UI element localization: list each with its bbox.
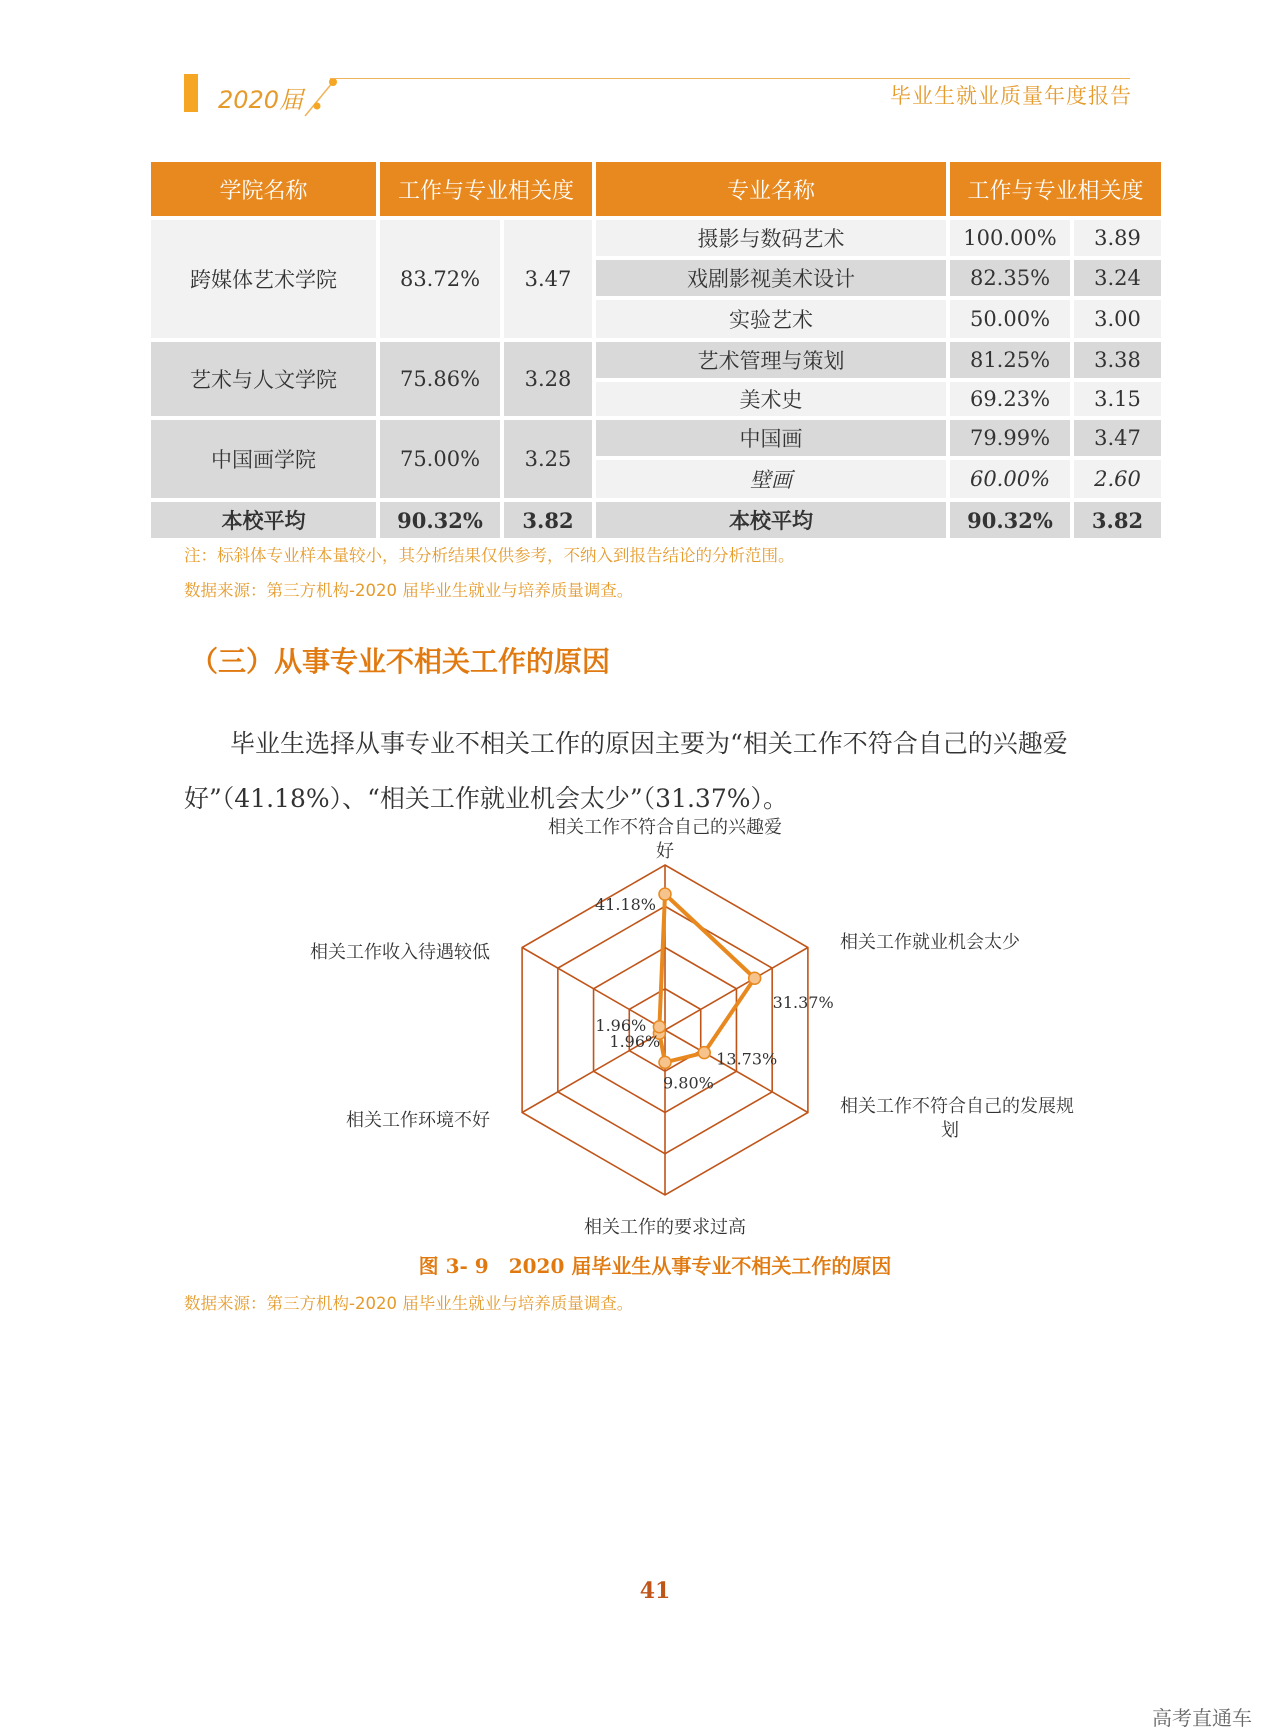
radar-point xyxy=(698,1047,710,1059)
body-paragraph: 毕业生选择从事专业不相关工作的原因主要为“相关工作不符合自己的兴趣爱好”（41.18%）、“相关工作就业机会太少”（31.37%）。 xyxy=(184,729,1068,813)
page-number: 41 xyxy=(639,1578,671,1604)
table-cell-score: 3.28 xyxy=(504,342,592,416)
data-source: 数据来源：第三方机构-2020 届毕业生就业与培养质量调查。 xyxy=(184,1294,634,1313)
section-title: （三）从事专业不相关工作的原因 xyxy=(190,645,611,678)
table-header-college: 学院名称 xyxy=(151,162,376,216)
table-header-relevance-college: 工作与专业相关度 xyxy=(380,162,592,216)
table-row: 壁画 xyxy=(596,460,946,498)
table-row: 戏剧影视美术设计 xyxy=(596,260,946,296)
radar-point xyxy=(749,972,761,984)
table-cell-pct: 60.00% xyxy=(950,460,1070,498)
header-year: 2020届 xyxy=(218,86,304,114)
table-header-relevance-major: 工作与专业相关度 xyxy=(950,162,1161,216)
figure-caption: 图 3- 9 2020 届毕业生从事专业不相关工作的原因 xyxy=(418,1254,892,1278)
radar-category-label: 相关工作不符合自己的兴趣爱 xyxy=(548,817,782,838)
radar-value-label: 1.96% xyxy=(609,1031,661,1051)
table-cell-score: 3.25 xyxy=(504,420,592,498)
table-avg-label: 本校平均 xyxy=(151,502,376,538)
table-cell-score: 3.47 xyxy=(504,220,592,338)
table-cell-pct: 75.00% xyxy=(380,420,500,498)
radar-value-label: 31.37% xyxy=(772,993,834,1013)
radar-value-label: 9.80% xyxy=(663,1073,714,1093)
table-cell-pct: 82.35% xyxy=(950,260,1070,296)
radar-series-line xyxy=(659,894,754,1062)
table-row: 中国画学院 xyxy=(151,420,376,498)
header-accent-bar xyxy=(184,74,198,112)
radar-point xyxy=(659,1056,671,1068)
table-avg-score: 3.82 xyxy=(1074,502,1161,538)
table-cell-score: 3.15 xyxy=(1074,382,1161,416)
table-cell-score: 3.24 xyxy=(1074,260,1161,296)
table-row: 跨媒体艺术学院 xyxy=(151,220,376,338)
table-avg-label: 本校平均 xyxy=(596,502,946,538)
radar-value-label: 13.73% xyxy=(716,1049,778,1069)
table-row: 实验艺术 xyxy=(596,300,946,338)
data-source: 数据来源：第三方机构-2020 届毕业生就业与培养质量调查。 xyxy=(184,581,634,600)
table-row: 美术史 xyxy=(596,382,946,416)
table-cell-pct: 81.25% xyxy=(950,342,1070,378)
radar-category-label: 相关工作就业机会太少 xyxy=(840,932,1020,953)
radar-value-label: 41.18% xyxy=(595,895,657,915)
table-avg-pct: 90.32% xyxy=(380,502,500,538)
radar-category-label: 相关工作环境不好 xyxy=(346,1110,490,1131)
table-row: 艺术与人文学院 xyxy=(151,342,376,416)
table-row: 中国画 xyxy=(596,420,946,456)
table-note: 注：标斜体专业样本量较小，其分析结果仅供参考，不纳入到报告结论的分析范围。 xyxy=(184,546,795,565)
table-cell-pct: 69.23% xyxy=(950,382,1070,416)
header-rule xyxy=(330,78,1130,79)
watermark: 高考直通车 xyxy=(1152,1706,1252,1730)
table-avg-pct: 90.32% xyxy=(950,502,1070,538)
header-title: 毕业生就业质量年度报告 xyxy=(890,84,1132,108)
table-cell-score: 2.60 xyxy=(1074,460,1161,498)
table-cell-score: 3.38 xyxy=(1074,342,1161,378)
radar-category-label: 划 xyxy=(941,1120,959,1141)
radar-point xyxy=(659,888,671,900)
header-decoration-icon xyxy=(295,72,365,120)
relevance-table xyxy=(151,162,1161,538)
table-header-major: 专业名称 xyxy=(596,162,946,216)
table-avg-score: 3.82 xyxy=(504,502,592,538)
radar-category-label: 相关工作的要求过高 xyxy=(584,1217,746,1235)
table-cell-score: 3.89 xyxy=(1074,220,1161,256)
radar-chart xyxy=(300,815,1080,1235)
table-cell-score: 3.47 xyxy=(1074,420,1161,456)
table-cell-pct: 79.99% xyxy=(950,420,1070,456)
table-cell-score: 3.00 xyxy=(1074,300,1161,338)
table-cell-pct: 83.72% xyxy=(380,220,500,338)
radar-category-label: 相关工作收入待遇较低 xyxy=(310,942,490,963)
table-cell-pct: 100.00% xyxy=(950,220,1070,256)
table-row: 摄影与数码艺术 xyxy=(596,220,946,256)
table-cell-pct: 75.86% xyxy=(380,342,500,416)
radar-value-label: 1.96% xyxy=(595,1016,647,1036)
radar-category-label: 好 xyxy=(656,841,674,862)
table-cell-pct: 50.00% xyxy=(950,300,1070,338)
radar-category-label: 相关工作不符合自己的发展规 xyxy=(840,1096,1074,1117)
table-row: 艺术管理与策划 xyxy=(596,342,946,378)
